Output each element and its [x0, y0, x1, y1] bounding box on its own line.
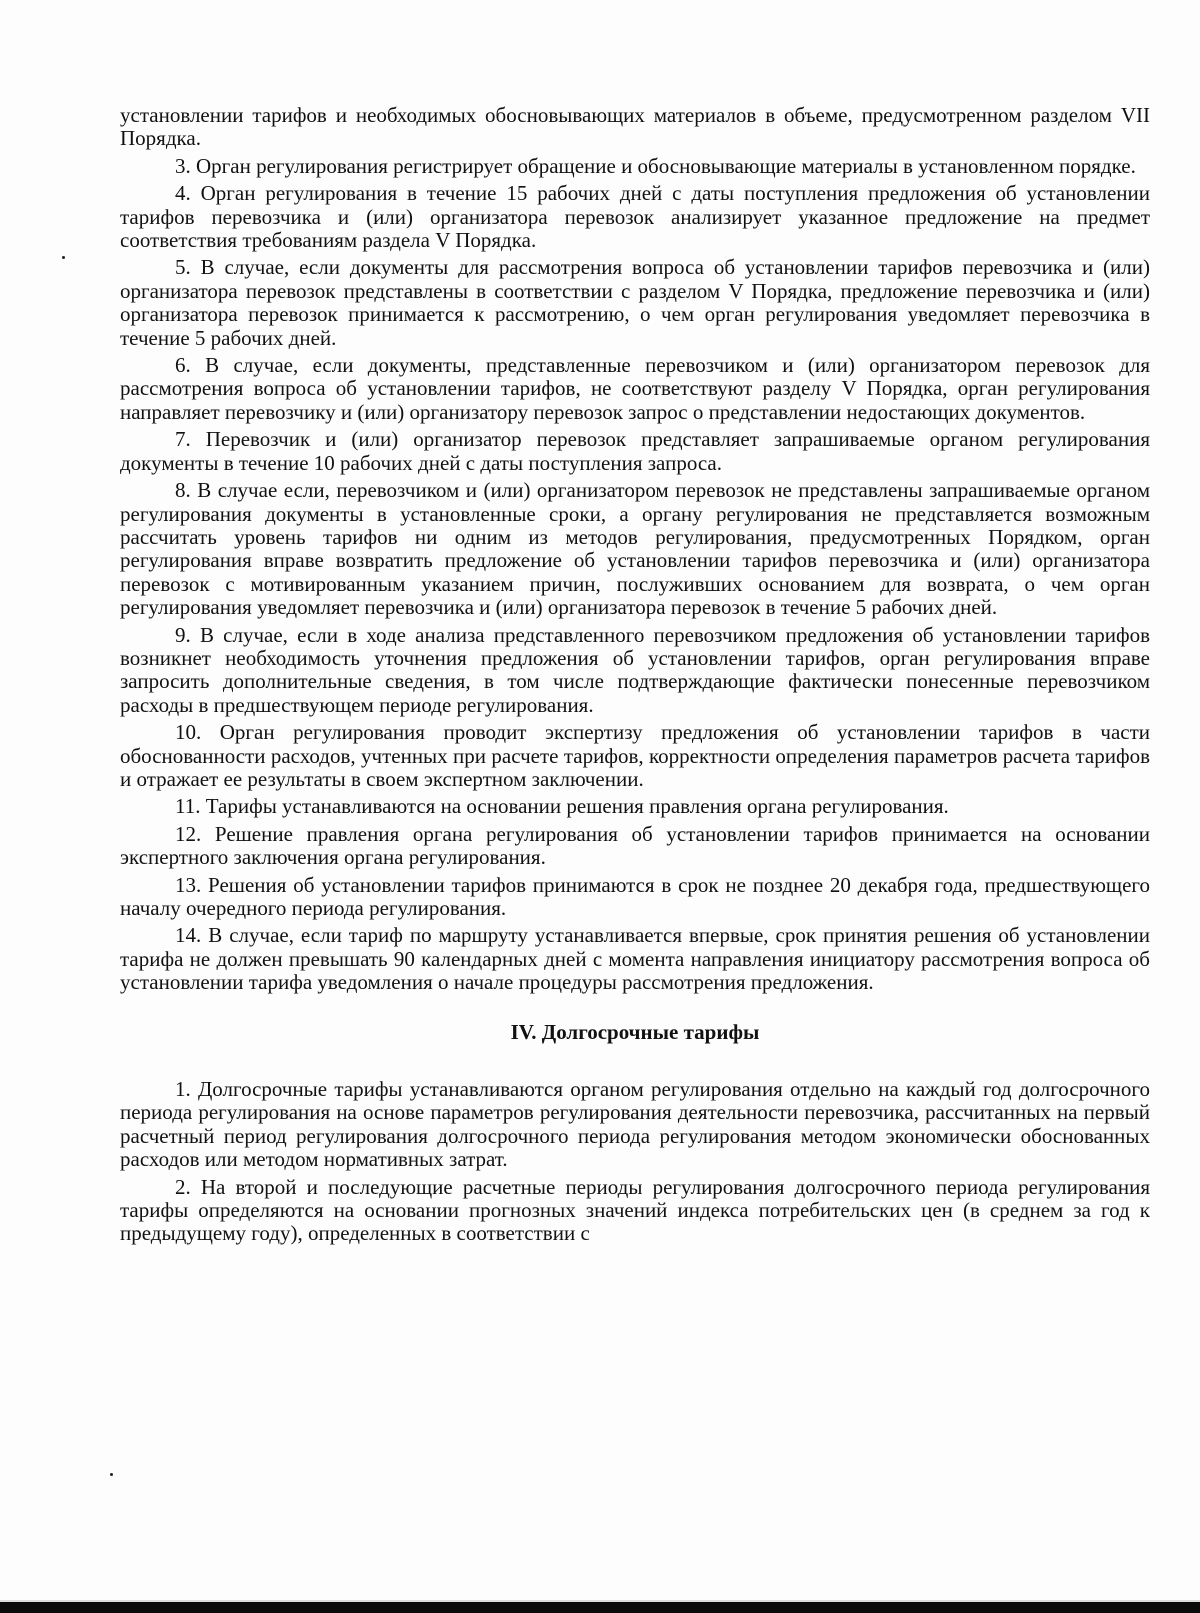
paragraph-2: 2. На второй и последующие расчетные периоды регулирования долгосрочного периода регулирования тарифы определяются на основании прогнозных значений индекса потребительских цен (в среднем за год к предыдущему году), определенных в соответствии с [120, 1174, 1150, 1246]
paragraph-6: 6. В случае, если документы, представленные перевозчиком и (или) организатором перевозок для рассмотрения вопроса об установлении тарифов, не соответствуют разделу V Порядка, орган регулирования направляет перевозчику и (или) организатору перевозок запрос о представлении недостающих документов. [120, 353, 1150, 424]
paragraph-3: 3. Орган регулирования регистрирует обращение и обосновывающие материалы в установленном порядке. [175, 153, 1136, 178]
paragraph-10: 10. Орган регулирования проводит экспертизу предложения об установлении тарифов в части обоснованности расходов, учтенных при расчете тарифов, корректности определения параметров расчета тарифов и отражает ее результаты в своем экспертном заключении. [120, 720, 1150, 791]
paragraph-9: 9. В случае, если в ходе анализа представленного перевозчиком предложения об установлении тарифов возникнет необходимость уточнения предложения об установлении тарифов, орган регулирования вправе запросить дополнительные сведения, в том числе подтверждающие фактически понесенные перевозчиком расходы в предшествующем периоде регулирования. [120, 622, 1150, 717]
paragraph-continuation: установлении тарифов и необходимых обосновывающих материалов в объеме, предусмотренном разделом VII Порядка. [120, 103, 1150, 151]
scan-speck [110, 1473, 113, 1476]
paragraph-4: 4. Орган регулирования в течение 15 рабочих дней с даты поступления предложения об установлении тарифов перевозчика и (или) организатора перевозок анализирует указанное предложение на предмет соответствия требованиям раздела V Порядка. [120, 181, 1150, 253]
paragraph-1: 1. Долгосрочные тарифы устанавливаются органом регулирования отдельно на каждый год долгосрочного периода регулирования на основе параметров регулирования деятельности перевозчика, рассчитанных на первый расчетный период регулирования долгосрочного периода регулирования методом экономически обоснованных расходов или методом нормативных затрат. [120, 1077, 1150, 1172]
section-procedure [120, 104, 1150, 995]
section-heading: IV. Долгосрочные тарифы [510, 1019, 760, 1044]
paragraph-12: 12. Решение правления органа регулирования об установлении тарифов принимается на основании экспертного заключения органа регулирования. [120, 821, 1150, 870]
paragraph-5: 5. В случае, если документы для рассмотрения вопроса об установлении тарифов перевозчика и (или) организатора перевозок представлены в соответствии с разделом V Порядка, предложение перевозчика и (или) организатора перевозок принимается к рассмотрению, о чем орган регулирования уведомляет перевозчика в течение 5 рабочих дней. [120, 255, 1150, 350]
paragraph-7: 7. Перевозчик и (или) организатор перевозок представляет запрашиваемые органом регулирования документы в течение 10 рабочих дней с даты поступления запроса. [120, 427, 1150, 475]
paragraph-11: 11. Тарифы устанавливаются на основании решения правления органа регулирования. [175, 794, 949, 819]
paragraph-8: 8. В случае если, перевозчиком и (или) организатором перевозок не представлены запрашиваемые органом регулирования документы в установленные сроки, а органу регулирования не представляется возможным рассчитать уровень тарифов ни одним из методов регулирования, предусмотренных Порядком, орган регулирования вправе возвратить предложение об установлении тарифов перевозчика и (или) организатора перевозок с мотивированным указанием причин, послуживших основанием для возврата, о чем орган регулирования уведомляет перевозчика и (или) организатора перевозок в течение 5 рабочих дней. [120, 478, 1150, 620]
paragraph-13: 13. Решения об установлении тарифов принимаются в срок не позднее 20 декабря года, предшествующего началу очередного периода регулирования. [120, 872, 1150, 920]
scan-speck [62, 256, 65, 259]
document-body [120, 104, 1150, 1250]
paragraph-14: 14. В случае, если тариф по маршруту устанавливается впервые, срок принятия решения об установлении тарифа не должен превышать 90 календарных дней с момента направления инициатору рассмотрения вопроса об установлении тарифа уведомления о начале процедуры рассмотрения предложения. [120, 923, 1150, 995]
scan-bottom-edge [0, 1602, 1200, 1613]
section-long-term-tariffs [120, 1078, 1150, 1246]
